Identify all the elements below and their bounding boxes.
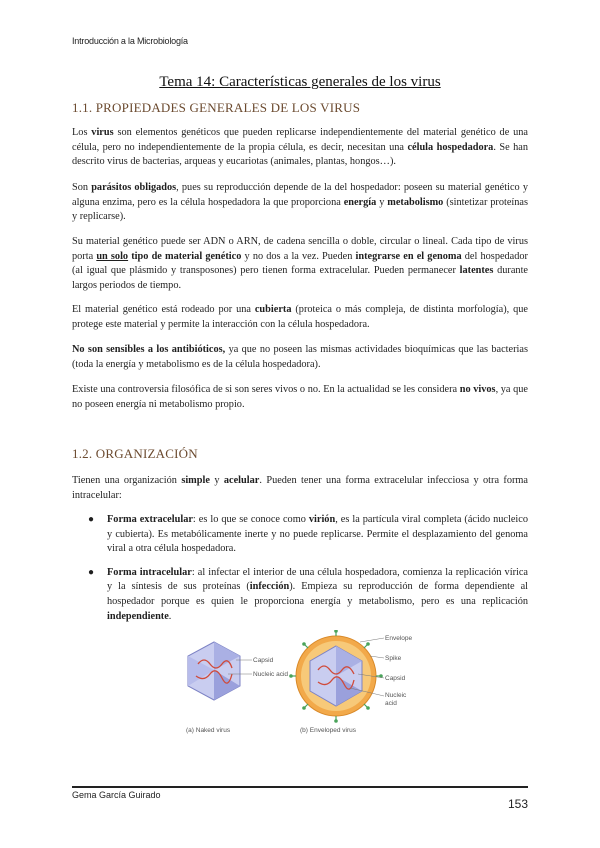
list-item-extracellular: ● Forma extracelular: es lo que se conoce como virión, es la partícula viral completa (ácido nucleico y cubierta). Es metabólicamente inerte y no puede replicarse. Permite el desplazamiento del genoma viral a otra célula hospedadora. <box>88 514 529 555</box>
caption-enveloped-virus: (b) Enveloped virus <box>300 727 356 734</box>
footer-author: Gema García Guirado <box>72 790 161 800</box>
section-heading-organization: 1.2. ORGANIZACIÓN <box>72 446 198 461</box>
paragraph-organization: Tienen una organización simple y acelular. Pueden tener una forma extracelular infecciosa y otra forma intracelular: <box>72 475 529 501</box>
paragraph-living-controversy: Existe una controversia filosófica de si son seres vivos o no. En la actualidad se les considera no vivos, ya que no poseen energía ni metabolismo propio. <box>72 384 529 410</box>
paragraph-obligate-parasites: Son parásitos obligados, pues su reproducción depende de la del hospedador: poseen su material genético y alguna enzima, pero es la célula hospedadora la que proporciona energía y metabolismo (sintetizar proteínas y replicarse). <box>72 182 529 223</box>
caption-naked-virus: (a) Naked virus <box>186 727 231 734</box>
naked-virus-illustration <box>188 642 252 700</box>
paragraph-capsid-cover: El material genético está rodeado por una cubierta (proteica o más compleja, de distinta morfología), que protege este material y permite la interacción con la célula hospedadora. <box>72 304 528 330</box>
paragraph-virus-definition: Los virus son elementos genéticos que pueden replicarse independientemente del material genético de una célula, pero no independientemente de la propia célula, es decir, necesitan una célula hospedadora. Se han descrito virus de bacterias, arqueas y eucariotas (animales, plantas, hongos…). <box>72 127 528 168</box>
bullet-icon: ● <box>88 566 95 578</box>
label-envelope: Envelope <box>385 635 413 642</box>
label-nucleic-enveloped: Nucleic <box>385 692 407 699</box>
list-item-intracellular: ● Forma intracelular: al infectar el interior de una célula hospedadora, comienza la replicación vírica y la síntesis de sus proteínas (infección). Empieza su reproducción de forma dependiente al hospedador porque es quien le proporciona energía y metabolismo, pero es una replicación independiente. <box>88 566 529 622</box>
running-header: Introducción a la Microbiología <box>72 36 188 46</box>
forms-list <box>88 513 528 624</box>
bullet-icon: ● <box>88 514 95 525</box>
enveloped-virus-illustration <box>290 630 384 722</box>
label-nucleic-acid: Nucleic acid <box>253 671 289 678</box>
paragraph-genetic-material: Su material genético puede ser ADN o ARN, de cadena sencilla o doble, circular o lineal. Cada tipo de virus porta un solo tipo de material genético y no dos a la vez. Pueden integrarse en el genoma del hospedador (al igual que plásmido y transposones) pero tienen forma extracelular. Pueden permanecer latentes durante largos periodos de tiempo. <box>72 236 529 291</box>
label-capsid: Capsid <box>253 657 274 664</box>
label-spike: Spike <box>385 655 402 662</box>
label-capsid-enveloped: Capsid <box>385 675 406 682</box>
page-title: Tema 14: Características generales de los virus <box>159 74 441 90</box>
virus-structure-figure <box>180 630 440 742</box>
page-number: 153 <box>507 797 528 811</box>
paragraph-antibiotics: No son sensibles a los antibióticos, ya que no poseen las mismas actividades bioquímicas que las bacterias (toda la energía y metabolismo es de la célula hospedadora). <box>72 344 528 370</box>
footer-divider <box>72 786 528 788</box>
section-heading-properties: 1.1. PROPIEDADES GENERALES DE LOS VIRUS <box>72 100 361 115</box>
label-acid-enveloped: acid <box>385 700 397 707</box>
